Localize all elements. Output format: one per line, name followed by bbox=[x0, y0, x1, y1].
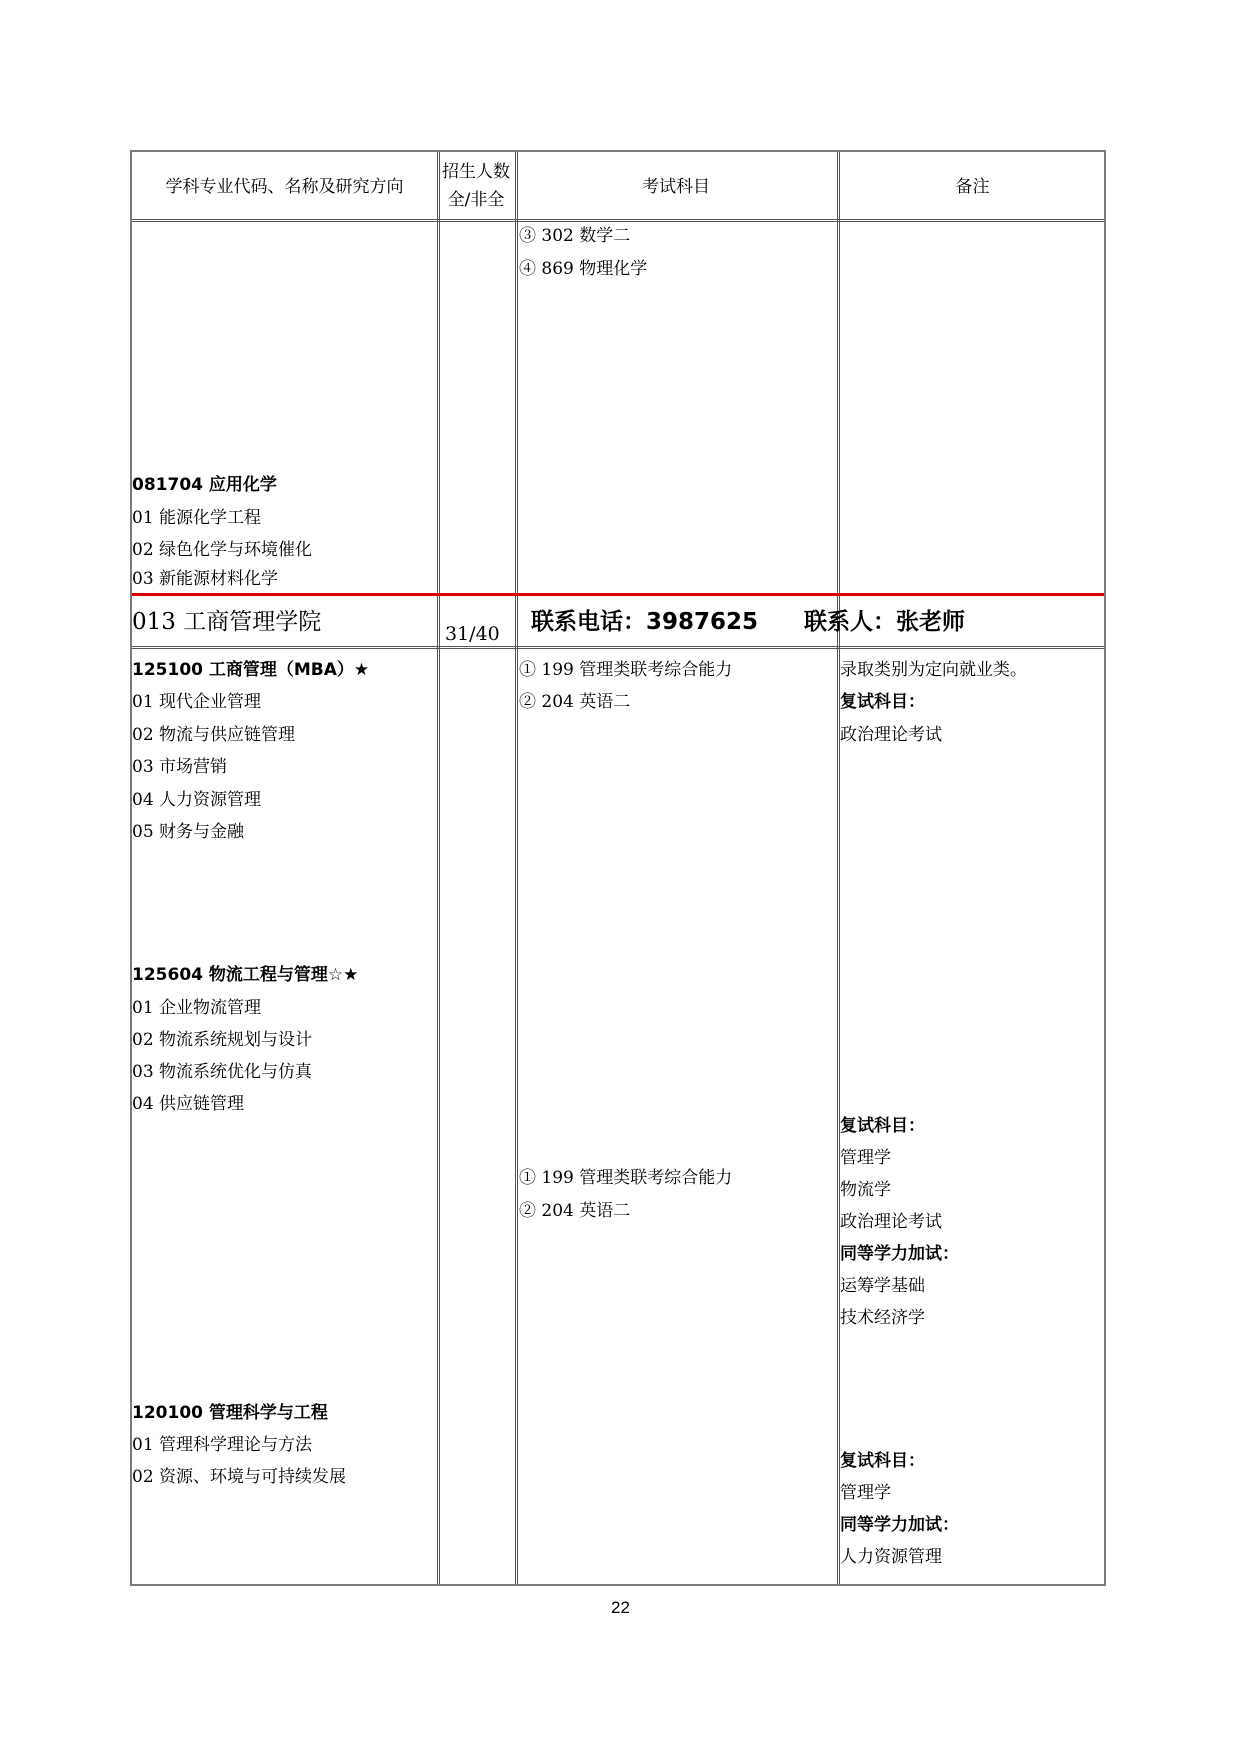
header-col-exam: 考试科目 bbox=[642, 177, 710, 197]
college-contact: 联系电话：3987625 联系人：张老师 bbox=[531, 609, 966, 635]
college-row-divider bbox=[132, 646, 1104, 649]
direction-item: 02 绿色化学与环境催化 bbox=[132, 540, 313, 560]
exam-item: ② 204 英语二 bbox=[519, 692, 631, 712]
retest-label: 复试科目： bbox=[840, 692, 925, 712]
header-col-notes: 备注 bbox=[955, 177, 990, 197]
direction-item: 03 新能源材料化学 bbox=[132, 569, 279, 589]
college-name: 013 工商管理学院 bbox=[132, 609, 322, 635]
retest-item: 政治理论考试 bbox=[840, 1212, 942, 1232]
direction-item: 03 市场营销 bbox=[132, 757, 228, 777]
direction-item: 01 管理科学理论与方法 bbox=[132, 1435, 313, 1455]
retest-item: 管理学 bbox=[840, 1148, 891, 1168]
column-divider bbox=[515, 152, 518, 1584]
direction-item: 01 能源化学工程 bbox=[132, 508, 262, 528]
exam-item: ① 199 管理类联考综合能力 bbox=[519, 660, 733, 680]
exam-item: ① 199 管理类联考综合能力 bbox=[519, 1168, 733, 1188]
extra-item: 人力资源管理 bbox=[840, 1547, 942, 1567]
header-col-count bbox=[437, 158, 515, 214]
major-title: 081704 应用化学 bbox=[132, 475, 277, 495]
major-title: 125604 物流工程与管理☆★ bbox=[132, 965, 359, 985]
direction-item: 03 物流系统优化与仿真 bbox=[132, 1062, 313, 1082]
note-text: 录取类别为定向就业类。 bbox=[840, 660, 1027, 680]
retest-item: 政治理论考试 bbox=[840, 725, 942, 745]
column-divider bbox=[837, 152, 840, 1584]
major-title: 120100 管理科学与工程 bbox=[132, 1403, 328, 1423]
extra-item: 运筹学基础 bbox=[840, 1276, 925, 1296]
exam-item: ③ 302 数学二 bbox=[519, 226, 631, 246]
exam-item: ④ 869 物理化学 bbox=[519, 259, 648, 279]
direction-item: 04 人力资源管理 bbox=[132, 790, 262, 810]
direction-item: 05 财务与金融 bbox=[132, 822, 245, 842]
extra-label: 同等学力加试： bbox=[840, 1515, 959, 1535]
header-divider bbox=[132, 219, 1104, 222]
direction-item: 01 企业物流管理 bbox=[132, 998, 262, 1018]
header-col-major: 学科专业代码、名称及研究方向 bbox=[165, 177, 404, 197]
direction-item: 01 现代企业管理 bbox=[132, 692, 262, 712]
enrollment-table bbox=[130, 150, 1106, 1586]
extra-label: 同等学力加试： bbox=[840, 1244, 959, 1264]
header-count-line2: 全/非全 bbox=[447, 190, 505, 210]
column-divider bbox=[437, 152, 440, 1584]
header-count-line1: 招生人数 bbox=[442, 162, 510, 182]
retest-label: 复试科目： bbox=[840, 1451, 925, 1471]
direction-item: 04 供应链管理 bbox=[132, 1094, 245, 1114]
major-title: 125100 工商管理（MBA）★ bbox=[132, 660, 370, 680]
direction-item: 02 物流系统规划与设计 bbox=[132, 1030, 313, 1050]
college-count: 31/40 bbox=[445, 623, 500, 645]
retest-label: 复试科目： bbox=[840, 1116, 925, 1136]
direction-item: 02 资源、环境与可持续发展 bbox=[132, 1467, 347, 1487]
direction-item: 02 物流与供应链管理 bbox=[132, 725, 296, 745]
retest-item: 物流学 bbox=[840, 1180, 891, 1200]
retest-item: 管理学 bbox=[840, 1483, 891, 1503]
college-divider bbox=[132, 593, 1104, 596]
exam-item: ② 204 英语二 bbox=[519, 1201, 631, 1221]
extra-item: 技术经济学 bbox=[840, 1308, 925, 1328]
page-number: 22 bbox=[611, 1598, 630, 1617]
